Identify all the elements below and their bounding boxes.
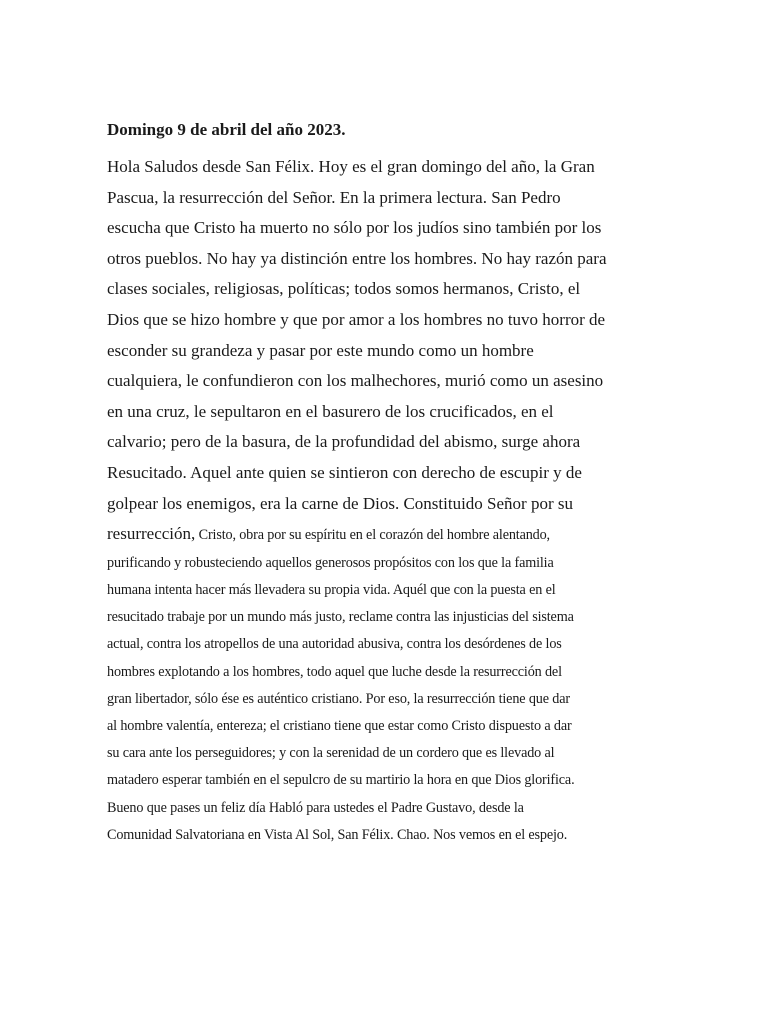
body-line: Resucitado. Aquel ante quien se sintieron con derecho de escupir y de [107,462,582,482]
body-line-small: hombres explotando a los hombres, todo aquel que luche desde la resurrección del [107,663,562,680]
body-line-small: al hombre valentía, entereza; el cristiano tiene que estar como Cristo dispuesto a dar [107,717,572,734]
body-line: Hola Saludos desde San Félix. Hoy es el gran domingo del año, la Gran [107,157,595,176]
body-line: cualquiera, le confundieron con los malhechores, murió como un asesino [107,371,604,391]
body-line: Pascua, la resurrección del Señor. En la primera lectura. San Pedro [107,187,561,207]
body-line-small: su cara ante los perseguidores; y con la serenidad de un cordero que es llevado al [107,745,555,762]
body-line: escucha que Cristo ha muerto no sólo por los judíos sino también por los [107,218,602,238]
body-line-small: Comunidad Salvatoriana en Vista Al Sol, San Félix. Chao. Nos vemos en el espejo. [107,826,568,843]
document-body [107,152,637,849]
body-line-small-part: Cristo, obra por su espíritu en el corazón del hombre alentando, [195,527,550,544]
body-line-small: actual, contra los atropellos de una autoridad abusiva, contra los desórdenes de los [107,636,562,653]
body-line-small: humana intenta hacer más llevadera su propia vida. Aquél que con la puesta en el [107,581,556,598]
body-line-mixed [107,519,637,550]
body-line-small: Bueno que pases un feliz día Habló para ustedes el Padre Gustavo, desde la [107,799,524,816]
body-line: calvario; pero de la basura, de la profundidad del abismo, surge ahora [107,432,581,452]
body-line-large-part: resurrección, [107,524,196,544]
body-line: Dios que se hizo hombre y que por amor a los hombres no tuvo horror de [107,309,606,329]
body-line: golpear los enemigos, era la carne de Dios. Constituido Señor por su [107,493,573,513]
body-line-small: purificando y robusteciendo aquellos generosos propósitos con los que la familia [107,554,554,571]
document-title: Domingo 9 de abril del año 2023. [107,120,346,139]
body-line-small: gran libertador, sólo ése es auténtico cristiano. Por eso, la resurrección tiene que dar [107,690,570,707]
body-line-small: resucitado trabaje por un mundo más justo, reclame contra las injusticias del sistema [107,609,574,626]
body-line: otros pueblos. No hay ya distinción entre los hombres. No hay razón para [107,248,607,268]
body-line: clases sociales, religiosas, políticas; todos somos hermanos, Cristo, el [107,279,581,299]
body-line: esconder su grandeza y pasar por este mundo como un hombre [107,340,534,360]
body-line: en una cruz, le sepultaron en el basurero de los crucificados, en el [107,401,554,421]
body-line-small: matadero esperar también en el sepulcro de su martirio la hora en que Dios glorifica. [107,772,575,789]
